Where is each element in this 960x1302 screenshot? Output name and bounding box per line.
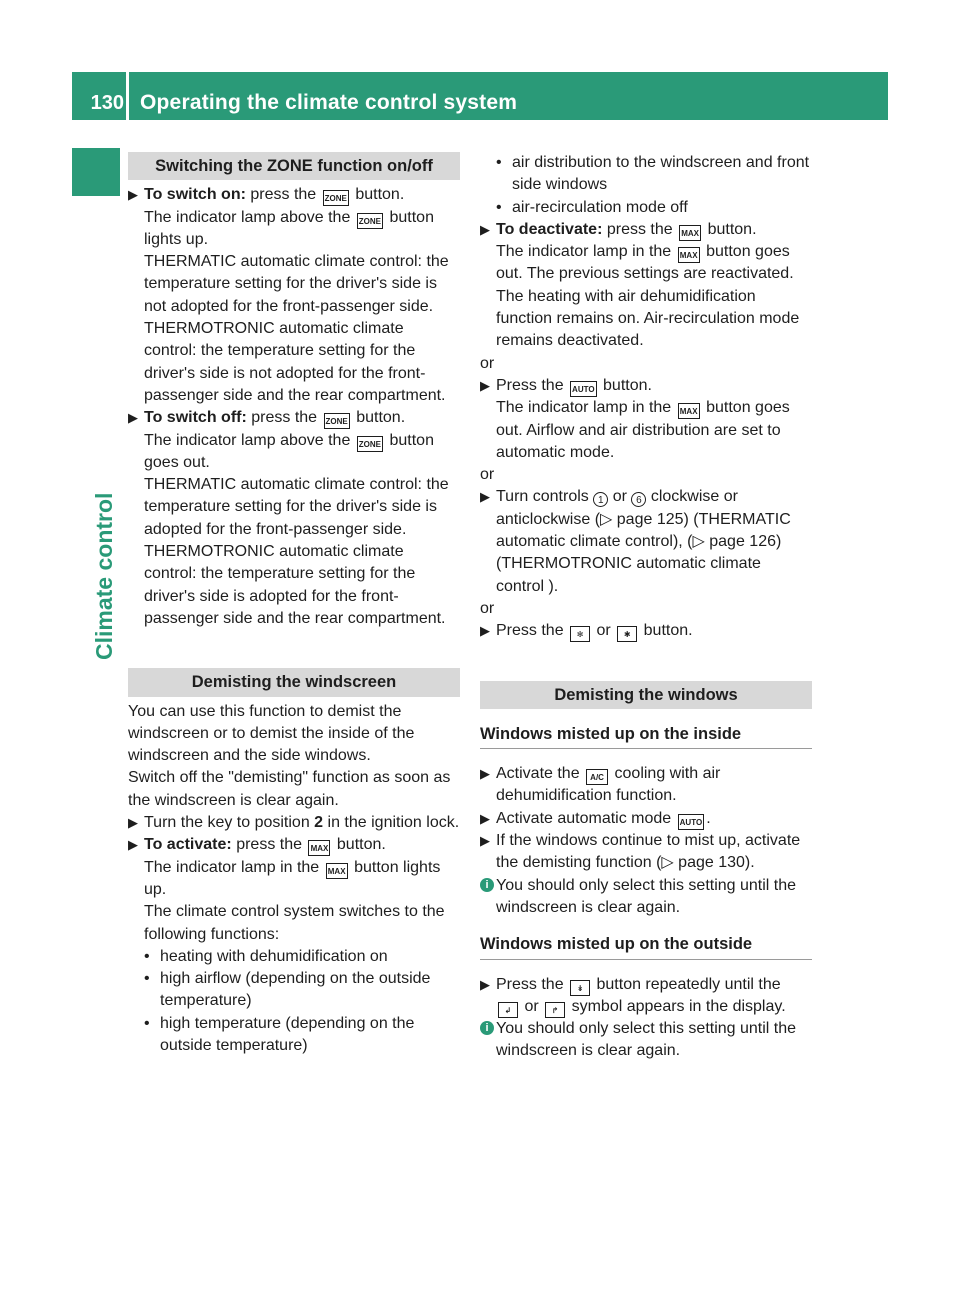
step-activate: ▶ To activate: press the MAX button. The indicator lamp in the MAX button lights up. The climate control system switches to the following functions: [128, 834, 460, 945]
ac-button-icon: A/C [586, 769, 608, 785]
thermatic-note: THERMATIC automatic climate control: the temperature setting for the driver's side is adopted for the front-passenger side. [144, 476, 449, 538]
left-column [128, 152, 460, 1057]
info-icon: i [480, 878, 494, 892]
auto-button-icon: AUTO [678, 814, 705, 830]
fan-increase-icon: ✻ [570, 626, 590, 642]
arrow-icon: ▶ [480, 976, 490, 992]
arrow-icon: ▶ [480, 377, 490, 393]
demist-windscreen-heading: Demisting the windscreen [128, 668, 460, 696]
side-tab-label: Climate control [91, 492, 117, 660]
page-number: 130 [90, 92, 124, 114]
list-item: • air-recirculation mode off [496, 198, 688, 216]
control-1-icon: 1 [593, 492, 608, 507]
step-switch-on: ▶ To switch on: press the ZONE button. The indicator lamp above the ZONE button lights up. THERMATIC automatic climate control: the temperature setting for the driver's side is not adopted for the front-passenger side. THERMOTRONIC automatic climate control: the temperature setting for the driver's side is not adopted for the front-passenger side and the rear compartment. [128, 184, 460, 407]
airflow-button-icon: ↡ [570, 980, 590, 996]
airflow-down-icon: ↲ [498, 1002, 518, 1018]
airflow-up-down-icon: ↱ [545, 1002, 565, 1018]
step-switch-off: ▶ To switch off: press the ZONE button. The indicator lamp above the ZONE button goes out. THERMATIC automatic climate control: the temperature setting for the driver's side is adopted for the front-passenger side. THERMOTRONIC automatic climate control: the temperature setting for the driver's side is adopted for the front-passenger side and the rear compartment. [128, 407, 460, 630]
max-defrost-button-icon: MAX [678, 403, 700, 419]
max-defrost-button-icon: MAX [308, 840, 330, 856]
header-divider [126, 72, 129, 120]
step-turn-controls: ▶ Turn controls 1 or 6 clockwise or anticlockwise (▷ page 125) (THERMATIC automatic climate control), (▷ page 126) (THERMOTRONIC automatic climate control ). [480, 488, 791, 595]
switches-to-functions: The climate control system switches to the following functions: [144, 903, 445, 943]
outside-heading: Windows misted up on the outside [480, 933, 812, 959]
list-item: • air distribution to the windscreen and front side windows [496, 154, 810, 194]
page-title: Operating the climate control system [140, 91, 518, 114]
step-continue-mist: ▶ If the windows continue to mist up, activate the demisting function (▷ page 130). [480, 832, 801, 872]
demist-intro: You can use this function to demist the windscreen or to demist the inside of the windscreen and the side windows. [128, 702, 415, 765]
arrow-icon: ▶ [128, 410, 138, 426]
zone-button-icon: ZONE [323, 190, 349, 206]
zone-button-icon: ZONE [357, 213, 383, 229]
list-item: • high temperature (depending on the outside temperature) [144, 1014, 415, 1054]
arrow-icon: ▶ [128, 187, 138, 203]
step-activate-auto: ▶ Activate automatic mode AUTO . [480, 808, 812, 830]
arrow-icon: ▶ [480, 810, 490, 826]
fan-decrease-icon: ✱ [617, 626, 637, 642]
inside-heading: Windows misted up on the inside [480, 723, 812, 749]
zone-button-icon: ZONE [324, 413, 350, 429]
thermotronic-note: THERMOTRONIC automatic climate control: the temperature setting for the driver's side is not adopted for the front-passenger side and the rear compartment. [144, 320, 446, 404]
page-header [72, 72, 888, 120]
info-note-outside: i You should only select this setting until the windscreen is clear again. [480, 1018, 812, 1063]
thermatic-note: THERMATIC automatic climate control: the temperature setting for the driver's side is not adopted for the front-passenger side. [144, 253, 449, 315]
auto-button-icon: AUTO [570, 381, 597, 397]
max-defrost-button-icon: MAX [326, 863, 348, 879]
step-activate-ac: ▶ Activate the A/C cooling with air dehumidification function. [480, 765, 721, 805]
step-press-airflow: ▶ Press the ↡ button repeatedly until the ↲ or ↱ symbol appears in the display. [480, 974, 812, 1019]
thermotronic-note: THERMOTRONIC automatic climate control: the temperature setting for the driver's side is adopted for the front-passenger side and the rear compartment. [144, 543, 446, 627]
arrow-icon: ▶ [480, 766, 490, 782]
step-deactivate: ▶ To deactivate: press the MAX button. The indicator lamp in the MAX button goes out. The previous settings are reactivated. The heating with air dehumidification function remains on. Air-recirculation mode remains deactivated. [480, 220, 800, 350]
arrow-icon: ▶ [480, 833, 490, 849]
arrow-icon: ▶ [128, 837, 138, 853]
demist-windows-heading: Demisting the windows [480, 681, 812, 709]
zone-button-icon: ZONE [357, 436, 383, 452]
right-column [480, 152, 812, 1063]
step-turn-key: ▶ Turn the key to position 2 in the ignition lock. [128, 812, 460, 834]
max-defrost-button-icon: MAX [679, 225, 701, 241]
arrow-icon: ▶ [480, 489, 490, 505]
control-6-icon: 6 [631, 492, 646, 507]
arrow-icon: ▶ [128, 815, 138, 831]
info-note-inside: i You should only select this setting until the windscreen is clear again. [480, 875, 812, 920]
or-separator: or [480, 599, 495, 617]
list-item: • high airflow (depending on the outside temperature) [144, 970, 431, 1010]
list-item: • heating with dehumidification on [144, 947, 388, 965]
info-icon: i [480, 1021, 494, 1035]
max-defrost-button-icon: MAX [678, 247, 700, 263]
arrow-icon: ▶ [480, 221, 490, 237]
side-marker [72, 148, 120, 196]
step-press-auto: ▶ Press the AUTO button. The indicator lamp in the MAX button goes out. Airflow and air distribution are set to automatic mode. [480, 376, 790, 461]
step-press-fan: ▶ Press the ✻ or ✱ button. [480, 620, 812, 642]
demist-switch-off-note: Switch off the "demisting" function as soon as the windscreen is clear again. [128, 769, 451, 809]
zone-heading: Switching the ZONE function on/off [128, 152, 460, 180]
or-separator: or [480, 466, 495, 484]
or-separator: or [480, 354, 495, 372]
arrow-icon: ▶ [480, 623, 490, 639]
